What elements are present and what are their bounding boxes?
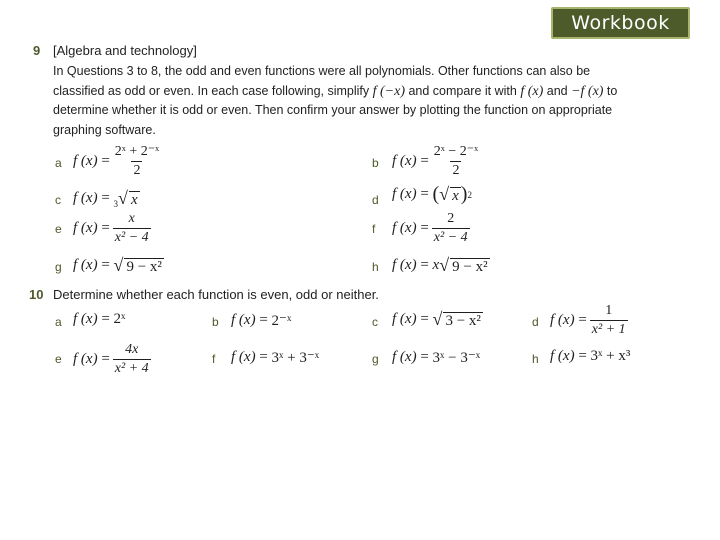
q9-part-c-label: c [55,193,61,207]
q10-part-c-equation: f (x) = √ 3 − x² [392,309,481,329]
q10-part-g-equation: f (x) = 3ˣ − 3⁻ˣ [392,349,481,366]
q10-part-b-equation: f (x) = 2⁻ˣ [231,312,292,329]
q9-part-a-equation: f (x) = $\frac{\text{2ˣ + 2⁻ˣ}}{2}$ [73,144,160,178]
q9-part-g-equation: f (x) = √ 9 − x² [73,255,162,275]
question-9-number: 9 [33,43,41,58]
q9-part-c-equation: f (x) = 3 √ x [73,188,138,209]
q10-part-a-equation: f (x) = 2ˣ [73,311,126,327]
workbook-badge[interactable]: Workbook [551,7,690,39]
instructions-line-1: In Questions 3 to 8, the odd and even functions were all polynomials. Other functions can also be [53,64,591,78]
q9-part-h-equation: f (x) = x √ 9 − x² [392,255,488,275]
q10-part-h-equation: f (x) = 3ˣ + x³ [550,348,631,364]
q9-part-g-label: g [55,260,62,274]
q10-part-e-label: e [55,352,62,366]
q10-part-g-label: g [372,352,379,366]
q10-part-c-label: c [372,315,378,329]
question-10-text: Determine whether each function is even, odd or neither. [53,287,379,302]
instructions-line-2: classified as odd or even. In each case following, simplify f (−x) and compare it with f (x) and −f (x) to [53,83,618,99]
q9-part-e-label: e [55,222,62,236]
q10-part-d-equation: f (x) = $\frac{1}{\text{x² + 1}}$ [550,303,626,337]
q9-part-h-label: h [372,260,379,274]
question-9-heading: [Algebra and technology] [53,43,197,58]
q10-part-f-equation: f (x) = 3ˣ + 3⁻ˣ [231,349,320,366]
q10-part-e-equation: f (x) = $\frac{4x}{\text{x² + 4}}$ [73,342,149,376]
instructions-line-4: graphing software. [53,122,156,137]
q10-part-b-label: b [212,315,219,329]
q9-part-d-equation: f (x) = ( √ x ) 2 [392,183,472,205]
q10-part-d-label: d [532,315,539,329]
q9-part-f-equation: f (x) = $\frac{2}{\text{x² − 4}}$ [392,211,468,245]
q10-part-a-label: a [55,315,62,329]
question-9-instructions [53,62,653,140]
q9-part-b-equation: f (x) = $\frac{\text{2ˣ − 2⁻ˣ}}{2}$ [392,144,479,178]
q10-part-f-label: f [212,352,216,366]
q9-part-a-label: a [55,156,62,170]
q9-part-f-label: f [372,222,376,236]
q9-part-d-label: d [372,193,379,207]
q10-part-h-label: h [532,352,539,366]
question-10-number: 10 [29,287,44,302]
q9-part-b-label: b [372,156,379,170]
instructions-line-3: determine whether it is odd or even. Then confirm your answer by plotting the function on appropriate [53,103,613,117]
q9-part-e-equation: f (x) = $\frac{x}{\text{x² − 4}}$ [73,211,149,245]
